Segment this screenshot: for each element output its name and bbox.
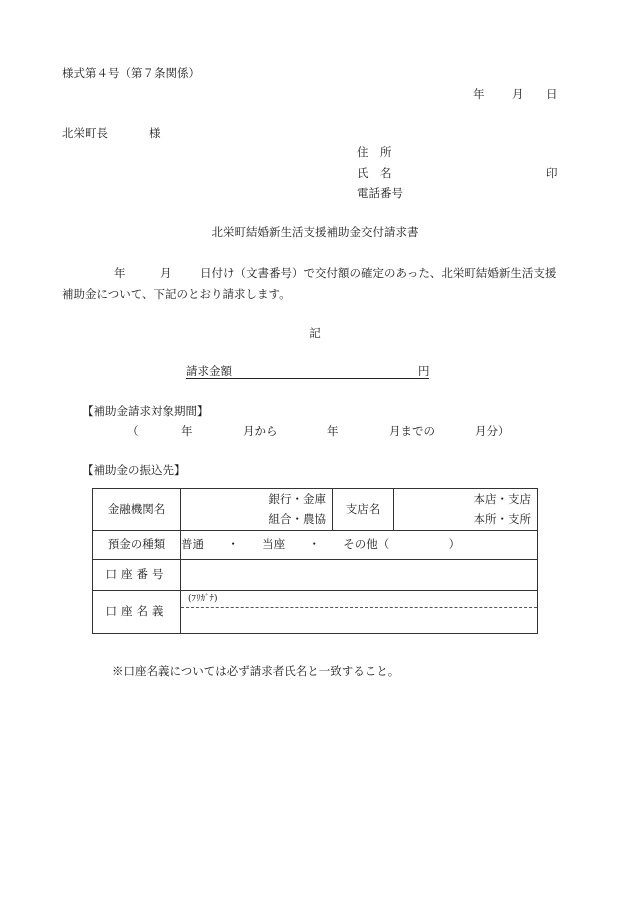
institution-type-union: 組合・農協 (268, 512, 326, 526)
institution-type-bank: 銀行・金庫 (268, 491, 326, 506)
deposit-option-current[interactable]: 当座 (262, 537, 286, 552)
body-month-label: 月 (160, 266, 172, 280)
period-heading: 【補助金請求対象期間】 (82, 404, 209, 418)
ki-heading: 記 (309, 326, 321, 340)
account-name-note: ※口座名義については必ず請求者氏名と一致すること。 (112, 664, 400, 678)
deposit-separator: ・ (227, 537, 239, 552)
seal-mark: 印 (546, 166, 558, 180)
account-name-label: 口座名義 (105, 604, 168, 619)
branch-type-sub: 本所・支所 (473, 512, 531, 526)
table-row (93, 489, 538, 531)
bank-heading: 【補助金の振込先】 (82, 463, 186, 477)
period-month-to: 月までの (389, 424, 435, 438)
body-line1-rest: 日付け（文書番号）で交付額の確定のあった、北栄町結婚新生活支援 (200, 266, 557, 280)
deposit-other-close: ） (448, 537, 461, 552)
addressee-honorific: 様 (149, 126, 161, 140)
deposit-type-label: 預金の種類 (107, 537, 166, 552)
table-row (93, 560, 538, 591)
deposit-label-cell (93, 531, 181, 560)
branch-type-main: 本店・支店 (473, 491, 531, 506)
document-title: 北栄町結婚新生活支援補助金交付請求書 (211, 225, 419, 239)
account-name-label-cell (93, 591, 181, 634)
amount-underline (186, 378, 429, 379)
amount-unit: 円 (418, 364, 430, 378)
date-year-label: 年 (473, 87, 485, 101)
deposit-options-cell[interactable] (181, 531, 538, 560)
table-row (93, 591, 538, 634)
table-row (93, 531, 538, 560)
period-open-paren: （ (127, 424, 139, 438)
deposit-separator: ・ (308, 537, 320, 552)
body-year-label: 年 (114, 266, 126, 280)
period-year-from: 年 (181, 424, 193, 438)
institution-label-cell (93, 489, 181, 531)
amount-label: 請求金額 (186, 364, 232, 378)
applicant-address-label: 住 所 (357, 145, 392, 159)
period-months-close: 月分） (475, 424, 510, 438)
deposit-option-ordinary[interactable]: 普通 (181, 537, 204, 552)
addressee-name: 北栄町長 (62, 126, 108, 140)
account-name-field[interactable] (181, 591, 538, 634)
date-month-label: 月 (512, 87, 524, 101)
period-year-to: 年 (327, 424, 339, 438)
applicant-name-label: 氏 名 (357, 166, 392, 180)
account-number-field[interactable] (181, 560, 538, 591)
period-month-from: 月から (243, 424, 278, 438)
account-number-label-cell (93, 560, 181, 591)
deposit-option-other[interactable]: その他（ (343, 537, 390, 552)
date-day-label: 日 (546, 87, 558, 101)
bank-transfer-table (92, 488, 538, 634)
furigana-label: (ﾌﾘｶﾞﾅ) (181, 591, 537, 608)
branch-label-cell (333, 489, 394, 531)
form-number: 様式第４号（第７条関係） (62, 66, 200, 80)
institution-input-cell[interactable] (181, 489, 333, 531)
applicant-phone-label: 電話番号 (357, 186, 403, 200)
account-name-input-area[interactable] (181, 608, 537, 633)
branch-input-cell[interactable] (394, 489, 538, 531)
body-line2: 補助金について、下記のとおり請求します。 (62, 287, 291, 301)
institution-label: 金融機関名 (107, 501, 166, 516)
branch-label: 支店名 (345, 501, 381, 516)
account-number-label: 口座番号 (105, 567, 168, 582)
